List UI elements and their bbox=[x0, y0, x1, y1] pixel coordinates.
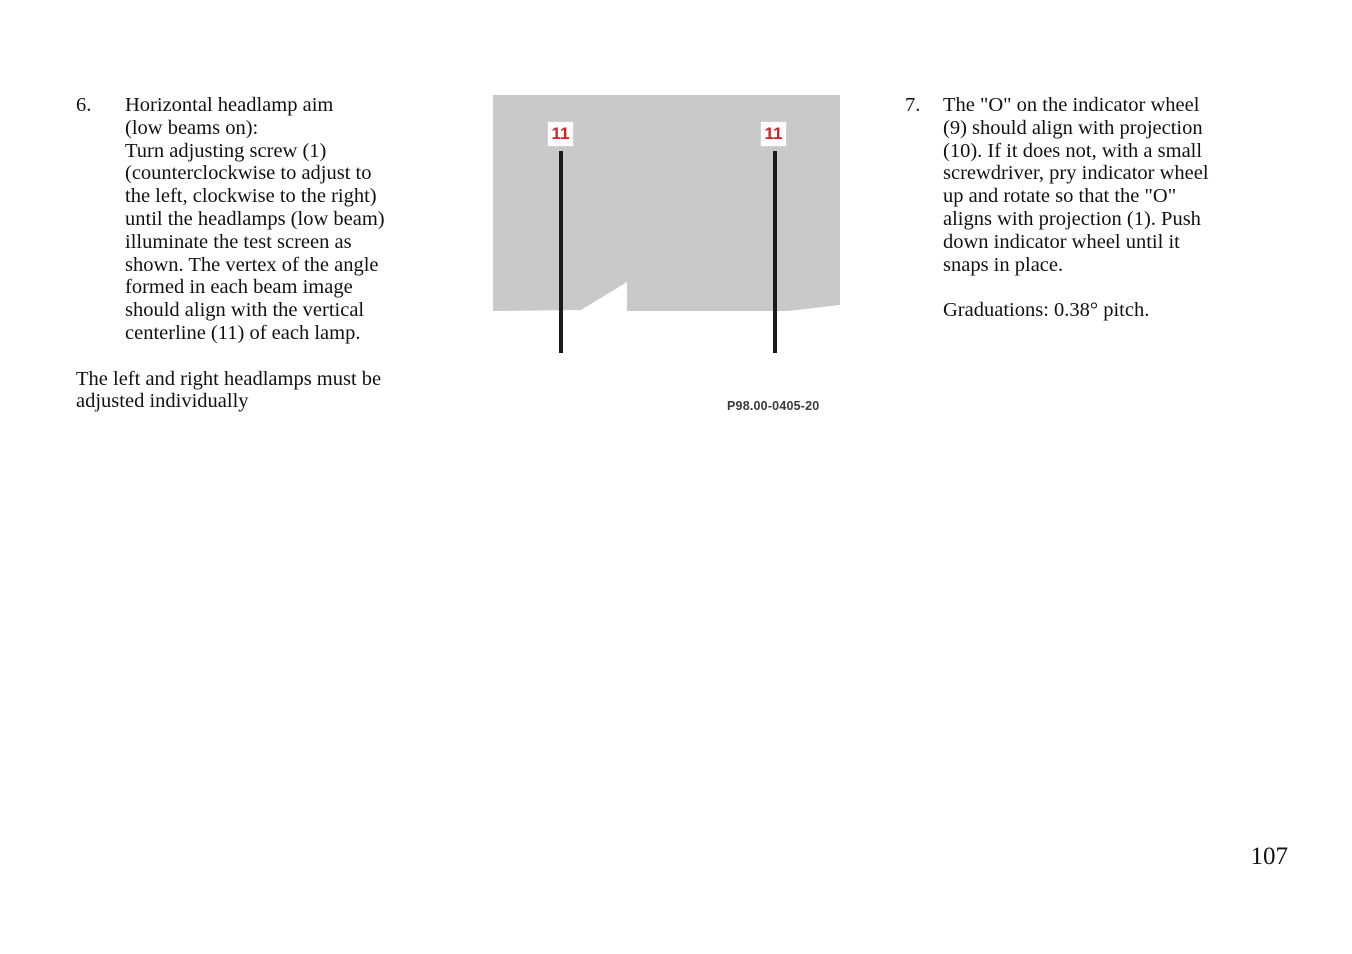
step-line: (10). If it does not, with a small bbox=[943, 139, 1203, 162]
step-number: 6. bbox=[76, 94, 92, 116]
step-line: aligns with projection (1). Push bbox=[943, 207, 1201, 230]
headlamp-test-screen-figure bbox=[493, 95, 841, 415]
step-line: The "O" on the indicator wheel bbox=[943, 94, 1200, 116]
note-line: The left and right headlamps must be bbox=[76, 367, 382, 390]
step-line: screwdriver, pry indicator wheel bbox=[943, 162, 1209, 185]
step-line: (9) should align with projection bbox=[943, 116, 1203, 139]
step-line: (low beams on): bbox=[125, 116, 259, 139]
step-line: until the headlamps (low beam) bbox=[125, 207, 385, 230]
step-line: formed in each beam image bbox=[125, 276, 353, 299]
page-number: 107 bbox=[1250, 843, 1288, 870]
figure-code: P98.00-0405-20 bbox=[727, 399, 820, 413]
step-line: down indicator wheel until it bbox=[943, 230, 1180, 253]
test-screen-illustration bbox=[493, 95, 841, 395]
note-line: adjusted individually bbox=[76, 390, 249, 413]
centerline-label-left: 11 bbox=[547, 121, 574, 147]
right-column bbox=[905, 94, 1255, 322]
step-line: shown. The vertex of the angle bbox=[125, 253, 379, 276]
step-line: should align with the vertical bbox=[125, 299, 365, 322]
step-text bbox=[943, 94, 1255, 322]
step-text bbox=[125, 94, 456, 345]
step-line: snaps in place. bbox=[943, 253, 1064, 276]
graduations-note: Graduations: 0.38° pitch. bbox=[943, 299, 1150, 322]
step-line: illuminate the test screen as bbox=[125, 230, 352, 253]
step-line: centerline (11) of each lamp. bbox=[125, 321, 361, 344]
beam-pattern bbox=[493, 95, 840, 311]
centerline-label-right: 11 bbox=[760, 121, 787, 147]
step-line: up and rotate so that the "O" bbox=[943, 185, 1177, 208]
step-line: (counterclockwise to adjust to bbox=[125, 162, 372, 185]
adjustment-note bbox=[76, 368, 456, 414]
step-7 bbox=[905, 94, 1255, 322]
step-line: the left, clockwise to the right) bbox=[125, 185, 377, 208]
step-line: Horizontal headlamp aim bbox=[125, 94, 334, 116]
left-column bbox=[76, 94, 456, 413]
step-6 bbox=[76, 94, 456, 345]
step-line: Turn adjusting screw (1) bbox=[125, 139, 327, 162]
step-number: 7. bbox=[905, 94, 921, 116]
